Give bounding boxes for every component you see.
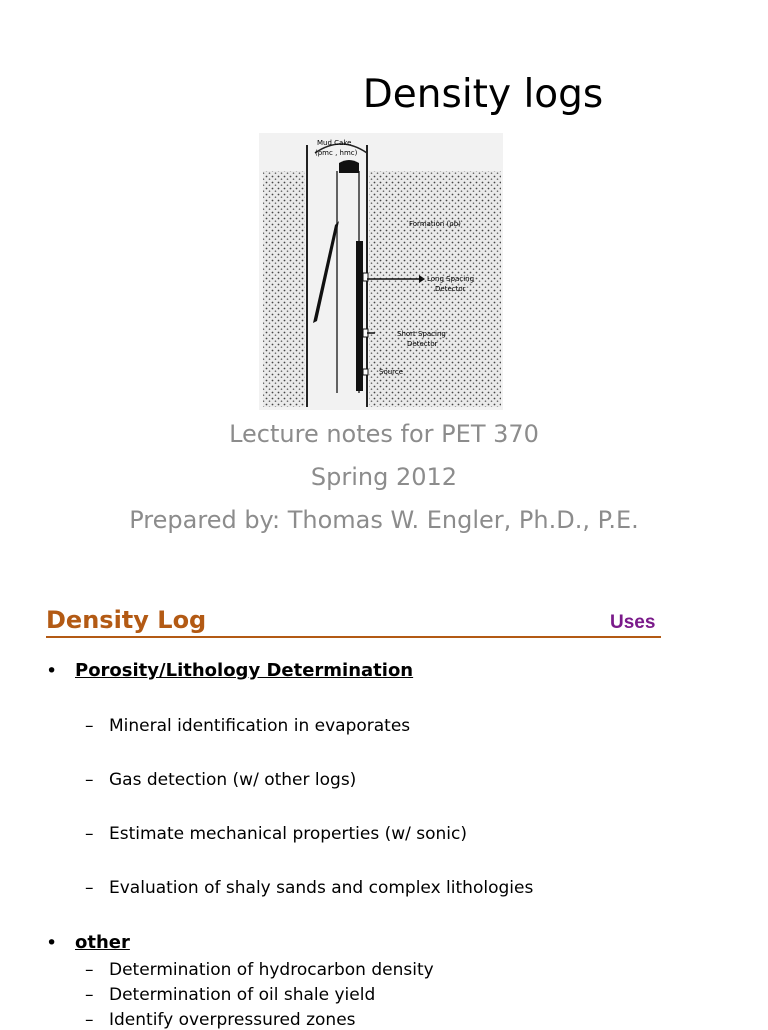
list-item-text: Evaluation of shaly sands and complex lithologies bbox=[109, 878, 534, 898]
section-divider bbox=[46, 636, 661, 638]
dash: – bbox=[85, 878, 94, 898]
mud-cake-sub-label: (ρmc , hmc) bbox=[315, 149, 358, 157]
bullet-label: Porosity/Lithology Determination bbox=[75, 660, 414, 681]
list-item-text: Mineral identification in evaporates bbox=[109, 716, 411, 736]
list-item-text: Identify overpressured zones bbox=[109, 1010, 356, 1030]
list-item-text: Gas detection (w/ other logs) bbox=[109, 770, 357, 790]
dash: – bbox=[85, 960, 94, 980]
uses-tag: Uses bbox=[610, 612, 656, 633]
bullet-dot: • bbox=[46, 660, 58, 682]
source-label: Source bbox=[379, 368, 404, 376]
list-item-text: Determination of hydrocarbon density bbox=[109, 960, 434, 980]
dash: – bbox=[85, 985, 94, 1005]
dash: – bbox=[85, 1010, 94, 1030]
list-item-text: Estimate mechanical properties (w/ sonic) bbox=[109, 824, 467, 844]
formation-label: Formation (ρb) bbox=[409, 220, 461, 228]
short-spacing-detector-label: Detector bbox=[407, 340, 438, 348]
mud-cake-label: Mud Cake bbox=[317, 139, 352, 147]
subtitle-course: Lecture notes for PET 370 bbox=[229, 420, 539, 448]
slide-title: Density logs bbox=[362, 72, 604, 117]
section-title: Density Log bbox=[46, 606, 207, 634]
short-spacing-label: Short Spacing bbox=[397, 330, 446, 338]
density-tool-diagram bbox=[259, 133, 503, 410]
bullet-dot: • bbox=[46, 932, 58, 954]
subtitle-author: Prepared by: Thomas W. Engler, Ph.D., P.E. bbox=[129, 506, 639, 534]
long-spacing-label: Long Spacing bbox=[427, 275, 475, 283]
dash: – bbox=[85, 824, 94, 844]
long-spacing-detector-label: Detector bbox=[435, 285, 466, 293]
dash: – bbox=[85, 716, 94, 736]
dash: – bbox=[85, 770, 94, 790]
bullet-label: other bbox=[75, 932, 130, 953]
subtitle-term: Spring 2012 bbox=[310, 463, 458, 491]
list-item-text: Determination of oil shale yield bbox=[109, 985, 376, 1005]
